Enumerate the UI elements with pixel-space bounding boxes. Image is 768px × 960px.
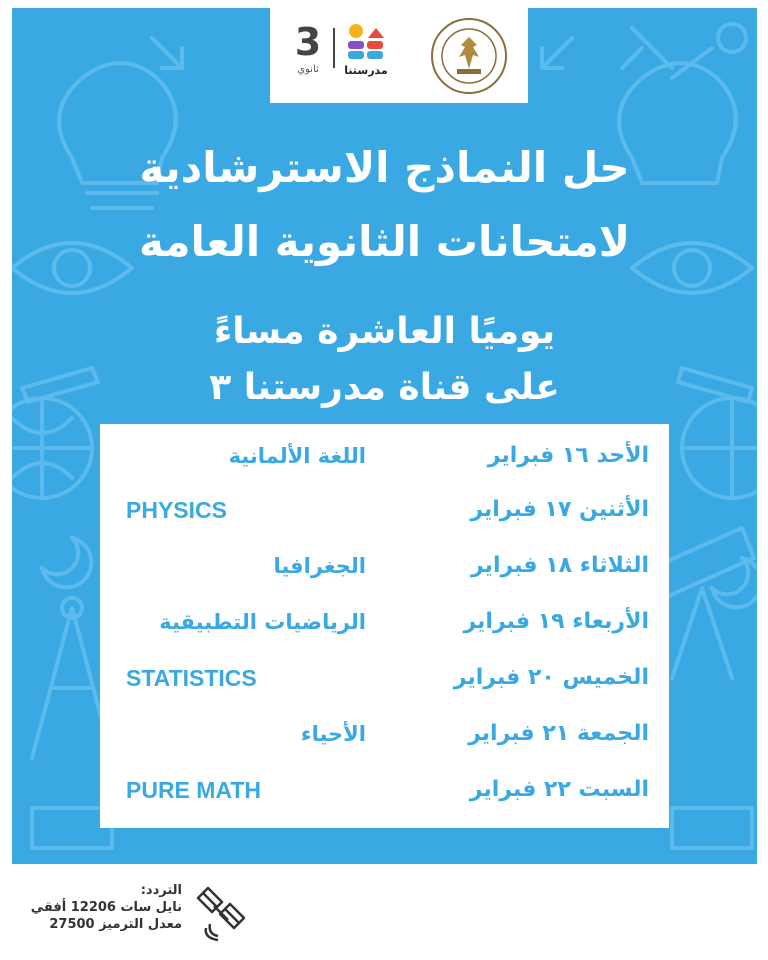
madrasatna-icon bbox=[346, 22, 386, 62]
schedule-day: الأحد ١٦ فبراير bbox=[487, 443, 649, 468]
schedule-day: الأربعاء ١٩ فبراير bbox=[463, 609, 649, 634]
schedule-row bbox=[100, 658, 669, 698]
schedule-subject: الجغرافيا bbox=[273, 554, 366, 578]
footer bbox=[0, 864, 768, 960]
channel-sub-label: ثانوي bbox=[297, 64, 319, 75]
schedule-day: السبت ٢٢ فبراير bbox=[469, 777, 649, 802]
frequency-value: نايل سات 12206 أفقي bbox=[30, 900, 182, 915]
headline-line-3: يوميًا العاشرة مساءً bbox=[213, 311, 556, 352]
schedule-day: الثلاثاء ١٨ فبراير bbox=[471, 553, 649, 578]
madrasatna-logo bbox=[340, 22, 392, 94]
schedule-subject: اللغة الألمانية bbox=[228, 444, 366, 468]
frequency-info bbox=[20, 882, 182, 933]
schedule-subject: الرياضيات التطبيقية bbox=[159, 610, 366, 634]
schedule-row bbox=[100, 770, 669, 810]
schedule-table bbox=[100, 424, 669, 828]
schedule-row bbox=[100, 714, 669, 754]
schedule-subject: PURE MATH bbox=[126, 777, 262, 803]
headline-line-4: على قناة مدرستنا ٣ bbox=[209, 367, 560, 408]
schedule-subject: الأحياء bbox=[300, 722, 366, 746]
satellite-icon bbox=[192, 884, 250, 942]
schedule-subject: PHYSICS bbox=[126, 497, 227, 523]
headline-line-1: حل النماذج الاسترشادية bbox=[139, 143, 630, 192]
madrasatna-label: مدرستنا bbox=[344, 64, 388, 77]
channel-number: 3 bbox=[294, 20, 322, 64]
schedule-day: الجمعة ٢١ فبراير bbox=[468, 721, 649, 746]
logo-divider bbox=[333, 28, 335, 68]
schedule-row bbox=[100, 490, 669, 530]
headline-line-2: لامتحانات الثانوية العامة bbox=[139, 217, 630, 266]
logo-header-box bbox=[270, 8, 528, 103]
ministry-of-education-seal-icon bbox=[430, 17, 508, 95]
schedule-day: الأثنين ١٧ فبراير bbox=[470, 497, 649, 522]
channel-3-logo bbox=[288, 20, 328, 90]
symbol-rate: معدل الترميز 27500 bbox=[49, 917, 182, 932]
schedule-row bbox=[100, 436, 669, 476]
schedule-row bbox=[100, 602, 669, 642]
frequency-label: التردد: bbox=[140, 883, 182, 898]
schedule-day: الخميس ٢٠ فبراير bbox=[453, 665, 649, 690]
schedule-row bbox=[100, 546, 669, 586]
schedule-subject: STATISTICS bbox=[126, 665, 257, 691]
